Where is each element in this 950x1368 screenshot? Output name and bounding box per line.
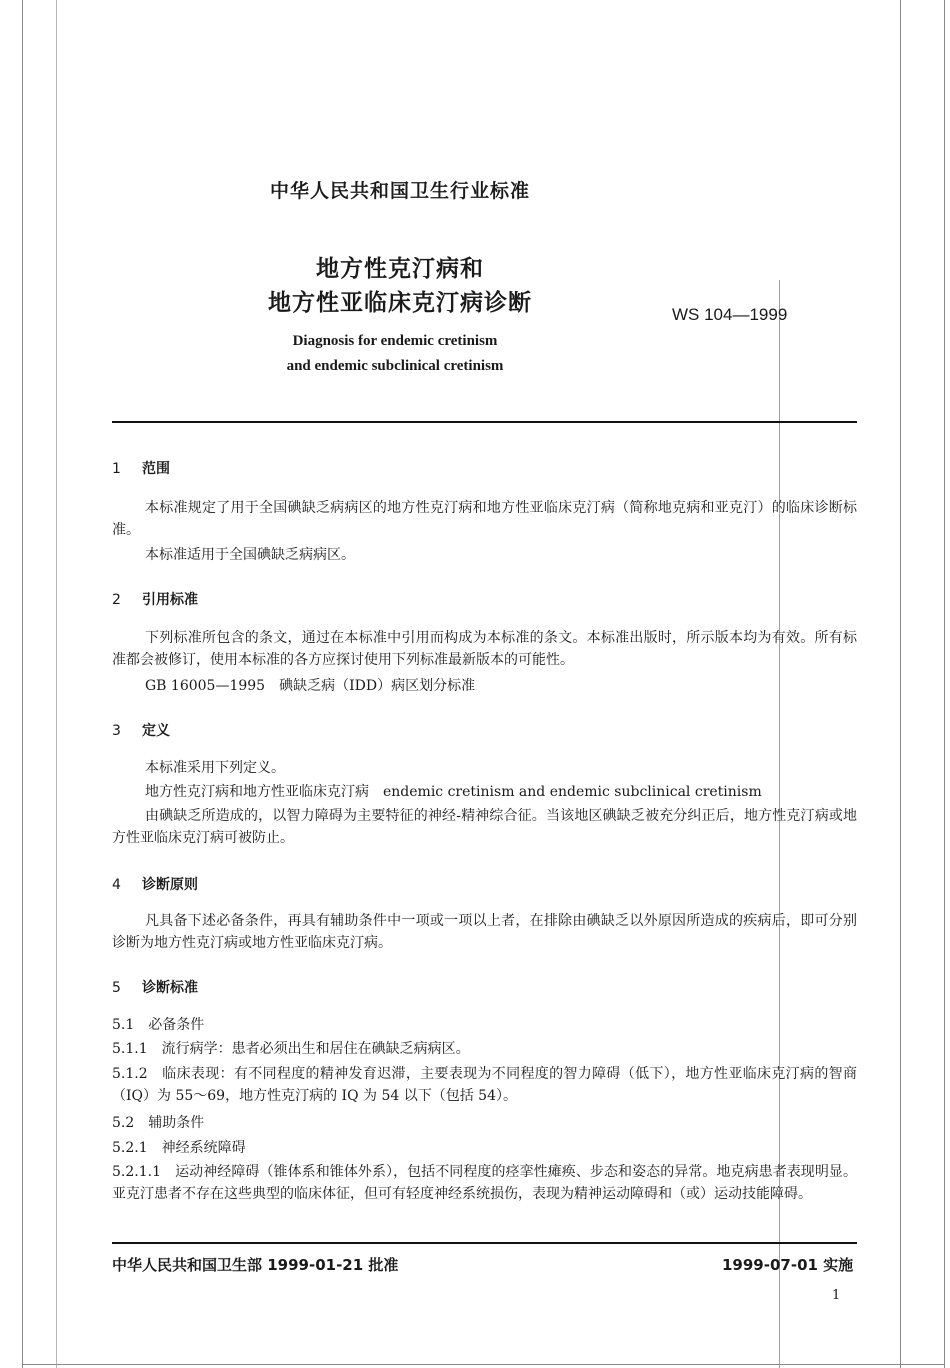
section-title: 引用标准 [142, 592, 198, 608]
english-title-line2: and endemic subclinical cretinism [286, 358, 504, 374]
clause: 5.1.1 流行病学：患者必须出生和居住在碘缺乏病病区。 [112, 1041, 470, 1057]
section-number: 4 [112, 877, 121, 893]
paragraph: 凡具备下述必备条件，再具有辅助条件中一项或一项以上者，在排除由碘缺乏以外原因所造成的疾病后，即可分别诊断为地方性克汀病或地方性亚临床克汀病。 [112, 913, 857, 951]
section-5-heading [112, 977, 198, 997]
footer-divider [112, 1242, 857, 1244]
clause: 5.2.1.1 运动神经障碍（锥体系和锥体外系），包括不同程度的痉挛性瘫痪、步态和姿态的异常。地克病患者表现明显。亚克汀患者不存在这些典型的临床体征，但可有轻度神经系统损伤，表现为精神运动障碍和（或）运动技能障碍。 [112, 1164, 857, 1202]
issuer-header: 中华人民共和国卫生行业标准 [269, 180, 530, 202]
section-2-heading [112, 589, 198, 609]
referenced-standard: GB 16005—1995 碘缺乏病（IDD）病区划分标准 [145, 678, 476, 694]
paragraph: 本标准采用下列定义。 [145, 760, 285, 776]
section-4-heading [112, 874, 198, 894]
document-title-line2: 地方性亚临床克汀病诊断 [268, 290, 532, 316]
scan-edge-line-left-inner [56, 0, 57, 1368]
subsection-heading: 5.1 必备条件 [112, 1017, 205, 1033]
paragraph: 本标准规定了用于全国碘缺乏病病区的地方性克汀病和地方性亚临床克汀病（简称地克病和亚克汀）的临床诊断标准。 [112, 500, 857, 538]
section-1-heading [112, 458, 170, 478]
section-number: 3 [112, 723, 121, 739]
document-title-line1: 地方性克汀病和 [316, 256, 484, 282]
implementation-date: 1999-07-01 实施 [722, 1256, 854, 1274]
section-title: 范围 [142, 461, 170, 477]
section-title: 定义 [142, 723, 170, 739]
section-number: 2 [112, 592, 121, 608]
english-title-line1: Diagnosis for endemic cretinism [292, 333, 498, 349]
approval-statement: 中华人民共和国卫生部 1999-01-21 批准 [112, 1256, 399, 1274]
section-title: 诊断标准 [142, 980, 198, 996]
section-3-heading [112, 720, 170, 740]
scan-bottom-line [22, 1364, 945, 1365]
scan-edge-line-right [900, 0, 901, 1368]
definition: 由碘缺乏所造成的，以智力障碍为主要特征的神经-精神综合征。当该地区碘缺乏被充分纠正后，地方性克汀病或地方性亚临床克汀病可被防止。 [112, 808, 857, 846]
clause: 5.1.2 临床表现：有不同程度的精神发育迟滞，主要表现为不同程度的智力障碍（低下），地方性亚临床克汀病的智商（IQ）为 55～69，地方性克汀病的 IQ 为 54 以下（包括 54）。 [112, 1066, 857, 1104]
clause: 5.2.1 神经系统障碍 [112, 1140, 246, 1156]
defined-term: 地方性克汀病和地方性亚临床克汀病 endemic cretinism and endemic subclinical cretinism [145, 784, 762, 800]
standard-code: WS 104—1999 [672, 305, 788, 324]
section-number: 5 [112, 980, 121, 996]
scan-edge-line-right-outer [944, 0, 945, 1368]
page-number: 1 [832, 1288, 841, 1303]
subsection-heading: 5.2 辅助条件 [112, 1115, 205, 1131]
scan-edge-line-left [22, 0, 23, 1368]
section-number: 1 [112, 461, 121, 477]
section-title: 诊断原则 [142, 877, 198, 893]
header-divider [112, 421, 857, 423]
paragraph: 本标准适用于全国碘缺乏病病区。 [145, 547, 355, 563]
paragraph: 下列标准所包含的条文，通过在本标准中引用而构成为本标准的条文。本标准出版时，所示版本均为有效。所有标准都会被修订，使用本标准的各方应探讨使用下列标准最新版本的可能性。 [112, 630, 857, 668]
